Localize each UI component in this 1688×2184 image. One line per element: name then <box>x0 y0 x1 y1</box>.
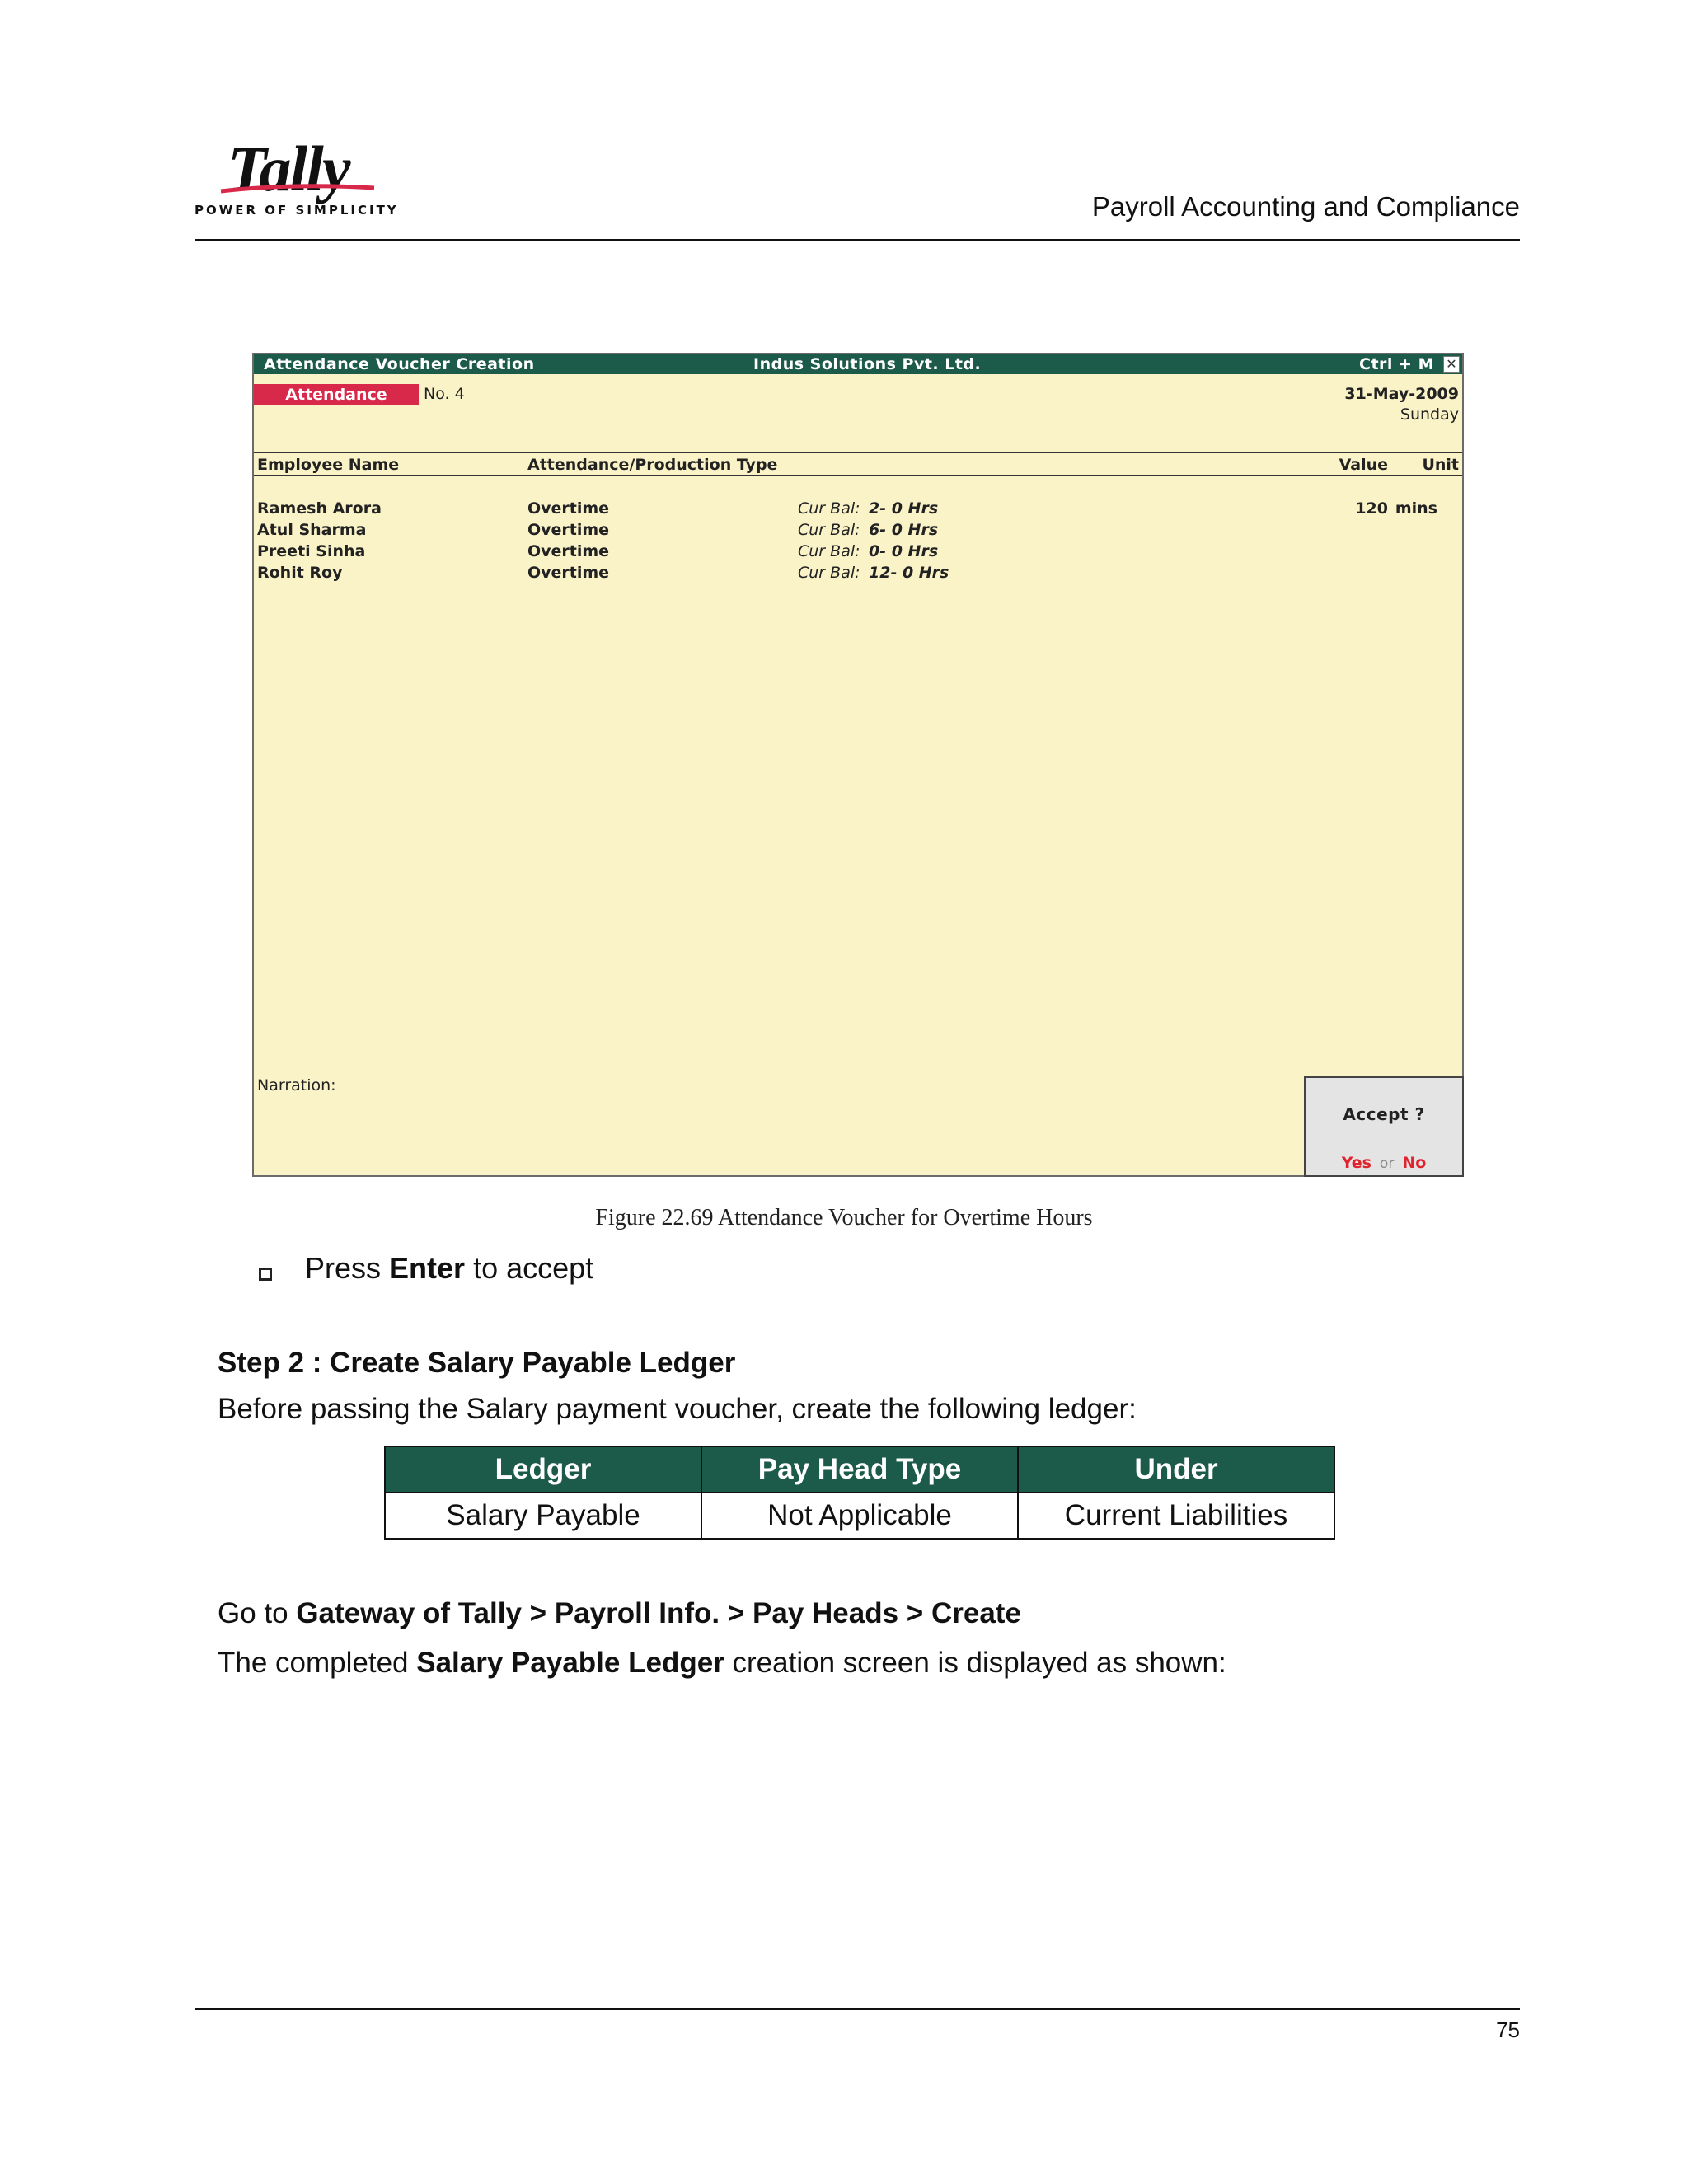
tally-logo <box>195 132 399 223</box>
paragraph-intro: Before passing the Salary payment voucher, create the following ledger: <box>218 1393 1137 1425</box>
paragraph-completed <box>218 1647 1226 1680</box>
table-cell-under: Current Liabilities <box>1018 1493 1334 1539</box>
voucher-number: No. 4 <box>424 385 465 403</box>
no-button[interactable]: No <box>1402 1154 1427 1172</box>
ledger-table <box>384 1446 1335 1540</box>
accept-question: Accept ? <box>1343 1104 1425 1124</box>
employee-name[interactable]: Ramesh Arora <box>257 499 382 518</box>
column-header-unit: Unit <box>1422 456 1459 474</box>
accept-dialog <box>1304 1076 1464 1177</box>
logo-tagline: POWER OF SIMPLICITY <box>195 203 399 218</box>
screen-title: Attendance Voucher Creation <box>264 355 535 373</box>
square-bullet-icon <box>259 1268 272 1281</box>
footer-rule <box>195 2008 1520 2010</box>
table-header-under: Under <box>1018 1446 1334 1493</box>
attendance-type[interactable]: Overtime <box>528 542 610 560</box>
or-label: or <box>1379 1155 1395 1172</box>
title-bar <box>254 354 1462 374</box>
attendance-type[interactable]: Overtime <box>528 499 610 518</box>
accept-options <box>1306 1154 1462 1172</box>
column-header-type: Attendance/Production Type <box>528 456 778 474</box>
logo-swoosh-icon <box>219 181 376 196</box>
table-cell-pay-head-type: Not Applicable <box>701 1493 1018 1539</box>
paragraph-navigation <box>218 1597 1021 1630</box>
page-number: 75 <box>1496 2018 1520 2042</box>
table-row[interactable] <box>254 499 1462 521</box>
bullet-text-pre: Press <box>305 1251 390 1285</box>
cur-bal-value: 6- 0 Hrs <box>869 521 939 539</box>
table-row <box>385 1493 1334 1539</box>
column-header-employee: Employee Name <box>257 456 400 474</box>
bullet-text-post: to accept <box>465 1251 594 1285</box>
narration-label[interactable]: Narration: <box>257 1076 336 1094</box>
employee-name[interactable]: Atul Sharma <box>257 521 367 539</box>
column-header-value: Value <box>1339 456 1388 474</box>
yes-button[interactable]: Yes <box>1341 1154 1372 1172</box>
table-header-ledger: Ledger <box>385 1446 701 1493</box>
employee-name[interactable]: Preeti Sinha <box>257 542 366 560</box>
tally-screen <box>252 353 1464 1177</box>
unit-field: mins <box>1395 499 1437 518</box>
header-title: Payroll Accounting and Compliance <box>1091 191 1520 222</box>
company-name: Indus Solutions Pvt. Ltd. <box>753 355 982 373</box>
cur-bal-label: Cur Bal: <box>798 521 860 539</box>
table-cell-ledger: Salary Payable <box>385 1493 701 1539</box>
logo-word: Tally <box>227 133 349 204</box>
cur-bal-label: Cur Bal: <box>798 564 860 582</box>
table-row[interactable] <box>254 521 1462 542</box>
step-heading: Step 2 : Create Salary Payable Ledger <box>218 1347 736 1379</box>
table-row[interactable] <box>254 542 1462 564</box>
bullet-text <box>305 1251 593 1286</box>
cur-bal-value: 2- 0 Hrs <box>869 499 939 518</box>
navigation-path: Gateway of Tally > Payroll Info. > Pay Heads > Create <box>296 1597 1021 1629</box>
navigation-pre: Go to <box>218 1597 297 1629</box>
cur-bal-label: Cur Bal: <box>798 499 860 518</box>
figure-caption: Figure 22.69 Attendance Voucher for Overtime Hours <box>595 1205 1093 1230</box>
table-header-pay-head-type: Pay Head Type <box>701 1446 1018 1493</box>
attendance-type[interactable]: Overtime <box>528 564 610 582</box>
close-icon[interactable]: ✕ <box>1443 356 1460 373</box>
table-header-row <box>385 1446 1334 1493</box>
completed-bold: Salary Payable Ledger <box>416 1647 724 1679</box>
value-field[interactable]: 120 <box>1355 499 1388 518</box>
column-header-row <box>254 452 1462 476</box>
completed-pre: The completed <box>218 1647 417 1679</box>
table-row[interactable] <box>254 564 1462 585</box>
cur-bal-value: 12- 0 Hrs <box>869 564 950 582</box>
voucher-day: Sunday <box>1400 405 1459 424</box>
header-rule <box>195 239 1520 241</box>
voucher-date[interactable]: 31-May-2009 <box>1344 385 1459 403</box>
cur-bal-value: 0- 0 Hrs <box>869 542 939 560</box>
completed-post: creation screen is displayed as shown: <box>724 1647 1226 1679</box>
bullet-text-bold: Enter <box>389 1251 466 1285</box>
cur-bal-label: Cur Bal: <box>798 542 860 560</box>
shortcut-label: Ctrl + M <box>1359 355 1434 373</box>
voucher-type-badge[interactable]: Attendance <box>254 384 419 405</box>
attendance-type[interactable]: Overtime <box>528 521 610 539</box>
employee-name[interactable]: Rohit Roy <box>257 564 343 582</box>
